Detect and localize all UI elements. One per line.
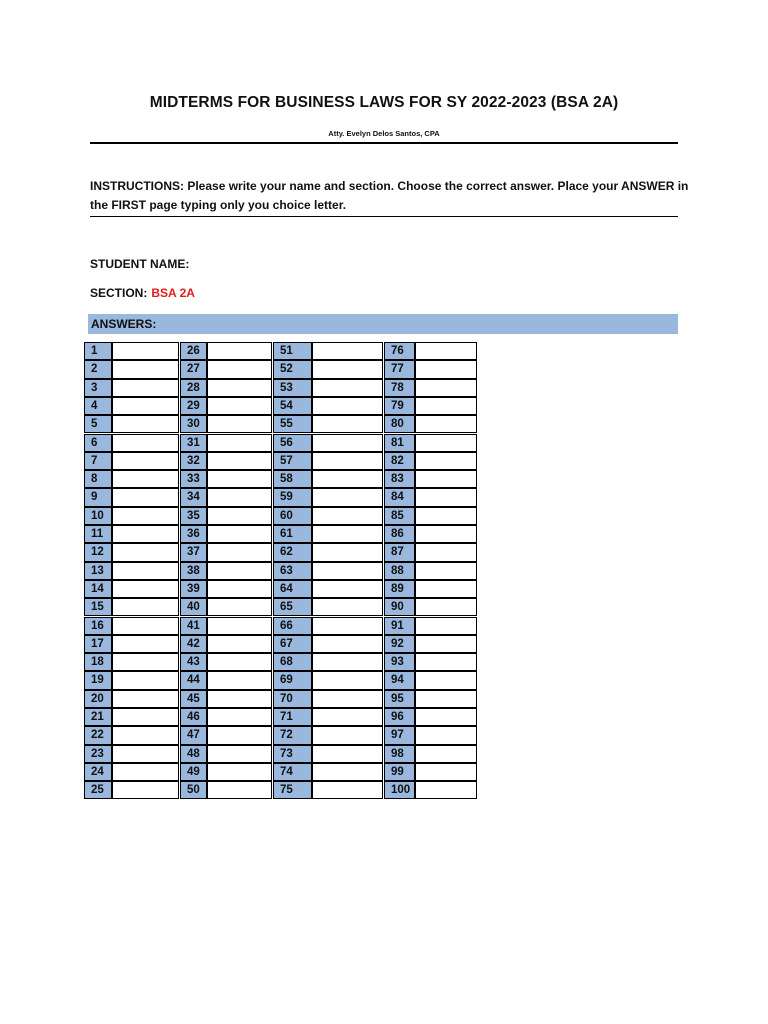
question-number: 41 [180,617,208,635]
answer-cell[interactable] [112,470,179,488]
answer-cell[interactable] [415,708,477,726]
question-number: 75 [273,781,313,799]
answer-cell[interactable] [112,379,179,397]
question-number: 31 [180,434,208,452]
answer-cell[interactable] [207,763,272,781]
question-number: 36 [180,525,208,543]
question-number: 5 [84,415,113,433]
question-number: 96 [384,708,416,726]
question-number: 92 [384,635,416,653]
question-number: 82 [384,452,416,470]
answer-cell[interactable] [112,598,179,616]
answer-cell[interactable] [207,525,272,543]
answer-cell[interactable] [207,470,272,488]
answer-cell[interactable] [112,360,179,378]
page-title: MIDTERMS FOR BUSINESS LAWS FOR SY 2022-2023 (BSA 2A) [149,94,619,111]
question-number: 71 [273,708,313,726]
question-number: 80 [384,415,416,433]
question-number: 10 [84,507,113,525]
question-number: 100 [384,781,416,799]
question-number: 59 [273,488,313,506]
question-number: 47 [180,726,208,744]
answer-cell[interactable] [415,763,477,781]
question-number: 72 [273,726,313,744]
instructions-block [90,177,690,215]
answer-cell[interactable] [207,379,272,397]
answer-cell[interactable] [415,635,477,653]
answer-cell[interactable] [112,507,179,525]
question-number: 97 [384,726,416,744]
answer-cell[interactable] [207,708,272,726]
answer-cell[interactable] [312,360,383,378]
question-number: 43 [180,653,208,671]
question-number: 6 [84,434,113,452]
question-number: 42 [180,635,208,653]
question-number: 54 [273,397,313,415]
answer-cell[interactable] [207,745,272,763]
answer-cell[interactable] [207,452,272,470]
answer-cell[interactable] [207,434,272,452]
answer-cell[interactable] [207,580,272,598]
question-number: 26 [180,342,208,360]
question-number: 48 [180,745,208,763]
answer-cell[interactable] [207,342,272,360]
question-number: 95 [384,690,416,708]
question-number: 14 [84,580,113,598]
question-number: 28 [180,379,208,397]
question-number: 20 [84,690,113,708]
answer-cell[interactable] [415,653,477,671]
question-number: 21 [84,708,113,726]
question-number: 23 [84,745,113,763]
question-number: 39 [180,580,208,598]
question-number: 65 [273,598,313,616]
question-number: 8 [84,470,113,488]
question-number: 66 [273,617,313,635]
answer-cell[interactable] [207,543,272,561]
question-number: 15 [84,598,113,616]
answer-cell[interactable] [207,781,272,799]
answer-cell[interactable] [112,781,179,799]
answer-cell[interactable] [415,397,477,415]
question-number: 58 [273,470,313,488]
answer-cell[interactable] [312,671,383,689]
answers-header: ANSWERS: [88,314,678,334]
question-number: 13 [84,562,113,580]
answer-cell[interactable] [207,397,272,415]
answer-cell[interactable] [312,415,383,433]
answer-cell[interactable] [112,562,179,580]
answer-cell[interactable] [415,525,477,543]
section-value: BSA 2A [151,286,195,300]
answer-cell[interactable] [112,763,179,781]
answer-cell[interactable] [207,562,272,580]
question-number: 40 [180,598,208,616]
answer-cell[interactable] [415,745,477,763]
question-number: 4 [84,397,113,415]
answer-cell[interactable] [112,452,179,470]
answer-cell[interactable] [415,562,477,580]
question-number: 61 [273,525,313,543]
question-number: 81 [384,434,416,452]
question-number: 11 [84,525,113,543]
answer-cell[interactable] [207,360,272,378]
answer-cell[interactable] [207,507,272,525]
answer-cell[interactable] [415,671,477,689]
answer-cell[interactable] [112,543,179,561]
answer-cell[interactable] [312,452,383,470]
question-number: 53 [273,379,313,397]
question-number: 98 [384,745,416,763]
question-number: 16 [84,617,113,635]
question-number: 56 [273,434,313,452]
question-number: 55 [273,415,313,433]
question-number: 60 [273,507,313,525]
question-number: 52 [273,360,313,378]
answer-cell[interactable] [312,690,383,708]
answer-cell[interactable] [207,598,272,616]
section-label: SECTION: [90,286,148,300]
answer-cell[interactable] [312,562,383,580]
answer-cell[interactable] [415,488,477,506]
question-number: 2 [84,360,113,378]
answer-cell[interactable] [415,543,477,561]
question-number: 3 [84,379,113,397]
answer-cell[interactable] [312,653,383,671]
question-number: 29 [180,397,208,415]
answer-cell[interactable] [415,415,477,433]
question-number: 68 [273,653,313,671]
answer-cell[interactable] [312,781,383,799]
answer-cell[interactable] [112,415,179,433]
question-number: 76 [384,342,416,360]
answer-cell[interactable] [112,342,179,360]
question-number: 7 [84,452,113,470]
question-number: 38 [180,562,208,580]
question-number: 94 [384,671,416,689]
question-number: 1 [84,342,113,360]
question-number: 12 [84,543,113,561]
answer-cell[interactable] [207,690,272,708]
answer-cell[interactable] [312,470,383,488]
question-number: 32 [180,452,208,470]
question-number: 27 [180,360,208,378]
question-number: 51 [273,342,313,360]
question-number: 93 [384,653,416,671]
question-number: 64 [273,580,313,598]
answer-cell[interactable] [112,690,179,708]
section-field [90,286,195,300]
title-divider [90,142,678,144]
answer-cell[interactable] [112,580,179,598]
question-number: 35 [180,507,208,525]
question-number: 18 [84,653,113,671]
answer-cell[interactable] [312,342,383,360]
answer-cell[interactable] [415,781,477,799]
instructions-divider [90,216,678,217]
student-name-field[interactable] [90,257,189,271]
answer-cell[interactable] [112,434,179,452]
answer-cell[interactable] [312,543,383,561]
question-number: 34 [180,488,208,506]
answer-cell[interactable] [312,745,383,763]
question-number: 69 [273,671,313,689]
question-number: 50 [180,781,208,799]
question-number: 37 [180,543,208,561]
answer-cell[interactable] [415,690,477,708]
answer-cell[interactable] [312,488,383,506]
answer-cell[interactable] [312,726,383,744]
answer-cell[interactable] [415,360,477,378]
answer-cell[interactable] [207,653,272,671]
author-line: Atty. Evelyn Delos Santos, CPA [328,129,440,138]
question-number: 83 [384,470,416,488]
answer-cell[interactable] [112,397,179,415]
question-number: 74 [273,763,313,781]
answer-cell[interactable] [112,745,179,763]
answer-cell[interactable] [415,598,477,616]
answer-cell[interactable] [415,507,477,525]
answer-cell[interactable] [312,635,383,653]
question-number: 79 [384,397,416,415]
question-number: 9 [84,488,113,506]
answer-cell[interactable] [112,488,179,506]
question-number: 22 [84,726,113,744]
answer-cell[interactable] [312,507,383,525]
question-number: 30 [180,415,208,433]
question-number: 67 [273,635,313,653]
answer-cell[interactable] [112,653,179,671]
answer-cell[interactable] [207,671,272,689]
answer-cell[interactable] [312,617,383,635]
answer-cell[interactable] [207,635,272,653]
answer-cell[interactable] [415,580,477,598]
answer-cell[interactable] [415,379,477,397]
question-number: 99 [384,763,416,781]
question-number: 45 [180,690,208,708]
question-number: 46 [180,708,208,726]
question-number: 77 [384,360,416,378]
question-number: 84 [384,488,416,506]
answer-cell[interactable] [112,617,179,635]
answer-cell[interactable] [312,580,383,598]
answer-cell[interactable] [415,726,477,744]
question-number: 57 [273,452,313,470]
answer-cell[interactable] [207,415,272,433]
answer-cell[interactable] [112,726,179,744]
answer-cell[interactable] [415,434,477,452]
answer-cell[interactable] [415,470,477,488]
instructions-label: INSTRUCTIONS: [90,179,184,193]
question-number: 73 [273,745,313,763]
question-number: 87 [384,543,416,561]
answer-grid [0,342,768,802]
question-number: 86 [384,525,416,543]
question-number: 33 [180,470,208,488]
question-number: 19 [84,671,113,689]
answer-cell[interactable] [312,434,383,452]
question-number: 62 [273,543,313,561]
answer-cell[interactable] [312,708,383,726]
question-number: 17 [84,635,113,653]
answer-cell[interactable] [415,342,477,360]
answer-cell[interactable] [415,452,477,470]
question-number: 24 [84,763,113,781]
answer-cell[interactable] [312,397,383,415]
answer-cell[interactable] [312,598,383,616]
question-number: 88 [384,562,416,580]
question-number: 85 [384,507,416,525]
answer-cell[interactable] [112,671,179,689]
answer-cell[interactable] [112,635,179,653]
answer-cell[interactable] [112,708,179,726]
question-number: 70 [273,690,313,708]
answer-cell[interactable] [112,525,179,543]
question-number: 49 [180,763,208,781]
answer-cell[interactable] [312,525,383,543]
answer-cell[interactable] [207,617,272,635]
question-number: 44 [180,671,208,689]
question-number: 89 [384,580,416,598]
question-number: 63 [273,562,313,580]
student-name-label: STUDENT NAME: [90,257,190,271]
instructions-text: Please write your name and section. Choose the correct answer. Place your ANSWER in the FIRST page typing only you choice letter. [90,179,689,212]
answer-cell[interactable] [207,488,272,506]
answer-cell[interactable] [207,726,272,744]
question-number: 25 [84,781,113,799]
question-number: 78 [384,379,416,397]
question-number: 90 [384,598,416,616]
answer-cell[interactable] [312,763,383,781]
question-number: 91 [384,617,416,635]
answer-cell[interactable] [312,379,383,397]
answer-cell[interactable] [415,617,477,635]
